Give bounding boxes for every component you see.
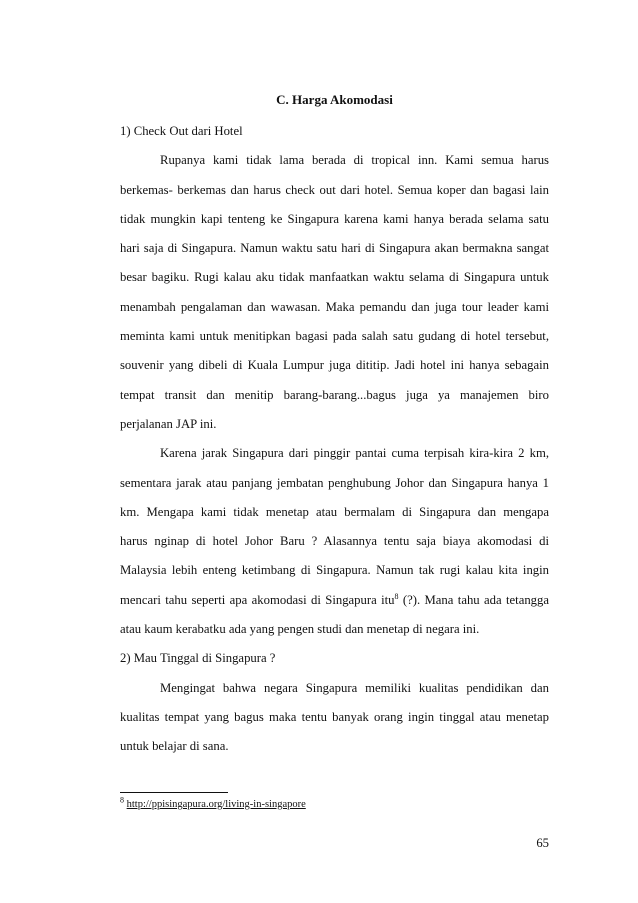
paragraph-line-with-footnote [120,586,549,615]
subheading-check-out: 1) Check Out dari Hotel [120,124,243,138]
paragraph-line: km. Mengapa kami tidak menetap atau bermalam di Singapura dan mengapa [120,504,549,519]
paragraph-line: menambah pengalaman dan wawasan. Maka pemandu dan juga tour leader kami [120,299,549,314]
paragraph-line: souvenir yang dibeli di Kuala Lumpur juga dititip. Jadi hotel ini hanya sebagain [120,358,549,373]
paragraph-line: kualitas tempat yang bagus maka tentu banyak orang ingin tinggal atau menetap [120,709,549,724]
footnote-number: 8 [120,795,124,805]
paragraph-line: Karena jarak Singapura dari pinggir pantai cuma terpisah kira-kira 2 km, [160,446,549,461]
paragraph-line: harus nginap di hotel Johor Baru ? Alasannya tentu saja biaya akomodasi di [120,534,549,549]
footnote-reference[interactable]: 8 [394,591,399,601]
section-title: C. Harga Akomodasi [276,92,393,107]
paragraph-line: Mengingat bahwa negara Singapura memiliki kualitas pendidikan dan [160,680,549,695]
paragraph-line: perjalanan JAP ini. [120,416,217,431]
footnote-link[interactable]: http://ppisingapura.org/living-in-singapore [126,799,306,810]
paragraph-line: hari saja di Singapura. Namun waktu satu hari di Singapura akan bermakna sangat [120,241,549,256]
page-number: 65 [536,836,549,850]
footnote-divider [120,792,228,793]
paragraph-line: Malaysia lebih enteng ketimbang di Singapura. Namun tak rugi kalau kita ingin [120,563,549,578]
subheading-mau-tinggal: 2) Mau Tinggal di Singapura ? [120,651,276,666]
paragraph-line: sementara jarak atau panjang jembatan penghubung Johor dan Singapura hanya 1 [120,475,549,490]
paragraph-line: besar bagiku. Rugi kalau aku tidak manfaatkan waktu selama di Singapura untuk [120,270,549,285]
paragraph-line: untuk belajar di sana. [120,739,229,754]
body-text [120,117,549,762]
paragraph-line: atau kaum kerabatku ada yang pengen studi dan menetap di negara ini. [120,622,480,637]
paragraph-line: meminta kami untuk menitipkan bagasi pada salah satu gudang di hotel tersebut, [120,329,549,344]
paragraph-line: Rupanya kami tidak lama berada di tropical inn. Kami semua harus [160,153,549,168]
paragraph-line: tidak mungkin kapi tenteng ke Singapura karena kami hanya berada selama satu [120,211,549,226]
line-text-before: mencari tahu seperti apa akomodasi di Singapura itu [120,592,395,607]
line-text-after: (?). Mana tahu ada tetangga [398,592,549,607]
paragraph-line: berkemas- berkemas dan harus check out dari hotel. Semua koper dan bagasi lain [120,182,549,197]
footnote [120,795,306,812]
paragraph-line: tempat transit dan menitip barang-barang...bagus juga ya manajemen biro [120,387,549,402]
